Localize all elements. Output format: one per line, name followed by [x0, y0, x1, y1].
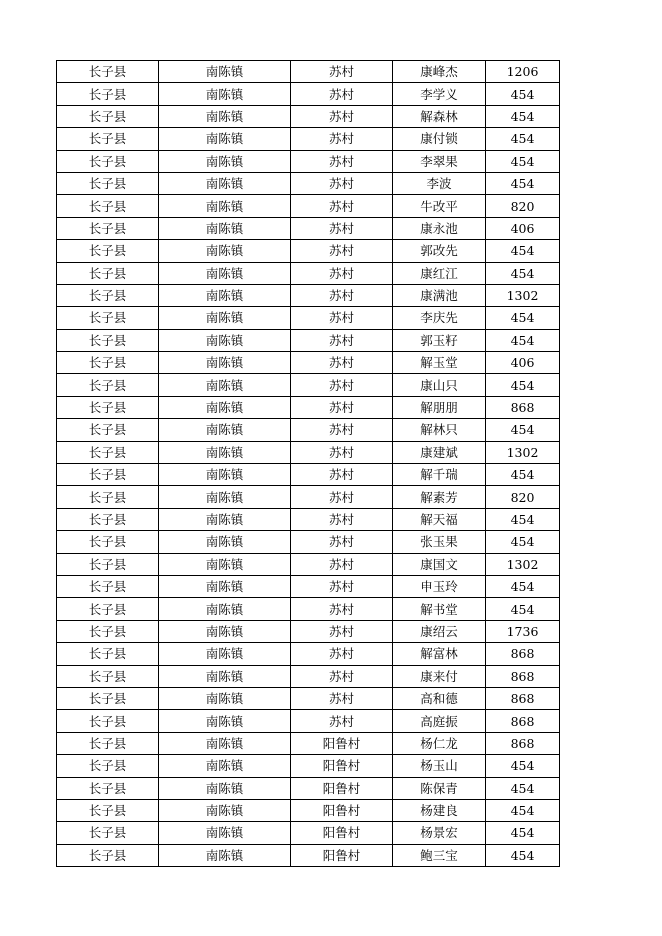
- town-cell: 南陈镇: [159, 732, 291, 754]
- name-cell: 杨建良: [393, 799, 486, 821]
- table-row: [57, 195, 560, 217]
- table-row: [57, 262, 560, 284]
- table-row: [57, 419, 560, 441]
- table-row: [57, 61, 560, 83]
- town-cell: 南陈镇: [159, 374, 291, 396]
- village-cell: 阳鲁村: [291, 732, 393, 754]
- county-cell: 长子县: [57, 643, 159, 665]
- county-cell: 长子县: [57, 419, 159, 441]
- name-cell: 康付锁: [393, 128, 486, 150]
- name-cell: 牛改平: [393, 195, 486, 217]
- county-cell: 长子县: [57, 486, 159, 508]
- town-cell: 南陈镇: [159, 598, 291, 620]
- town-cell: 南陈镇: [159, 643, 291, 665]
- table-row: [57, 822, 560, 844]
- county-cell: 长子县: [57, 352, 159, 374]
- county-cell: 长子县: [57, 441, 159, 463]
- name-cell: 李庆先: [393, 307, 486, 329]
- amount-cell: 406: [486, 217, 560, 239]
- county-cell: 长子县: [57, 799, 159, 821]
- amount-cell: 1206: [486, 61, 560, 83]
- county-cell: 长子县: [57, 83, 159, 105]
- amount-cell: 454: [486, 799, 560, 821]
- amount-cell: 868: [486, 687, 560, 709]
- name-cell: 李翠果: [393, 150, 486, 172]
- amount-cell: 1736: [486, 620, 560, 642]
- amount-cell: 820: [486, 195, 560, 217]
- name-cell: 解玉堂: [393, 352, 486, 374]
- town-cell: 南陈镇: [159, 217, 291, 239]
- town-cell: 南陈镇: [159, 329, 291, 351]
- town-cell: 南陈镇: [159, 105, 291, 127]
- village-cell: 苏村: [291, 329, 393, 351]
- table-row: [57, 598, 560, 620]
- table-row: [57, 352, 560, 374]
- county-cell: 长子县: [57, 150, 159, 172]
- amount-cell: 454: [486, 755, 560, 777]
- town-cell: 南陈镇: [159, 262, 291, 284]
- village-cell: 苏村: [291, 284, 393, 306]
- amount-cell: 454: [486, 128, 560, 150]
- amount-cell: 454: [486, 598, 560, 620]
- name-cell: 杨仁龙: [393, 732, 486, 754]
- town-cell: 南陈镇: [159, 352, 291, 374]
- town-cell: 南陈镇: [159, 396, 291, 418]
- village-cell: 苏村: [291, 575, 393, 597]
- town-cell: 南陈镇: [159, 419, 291, 441]
- amount-cell: 868: [486, 710, 560, 732]
- county-cell: 长子县: [57, 262, 159, 284]
- amount-cell: 454: [486, 822, 560, 844]
- name-cell: 解林只: [393, 419, 486, 441]
- name-cell: 高和德: [393, 687, 486, 709]
- village-cell: 阳鲁村: [291, 844, 393, 866]
- amount-cell: 868: [486, 665, 560, 687]
- table-row: [57, 531, 560, 553]
- name-cell: 解朋朋: [393, 396, 486, 418]
- name-cell: 郭改先: [393, 240, 486, 262]
- village-cell: 苏村: [291, 598, 393, 620]
- table-row: [57, 172, 560, 194]
- town-cell: 南陈镇: [159, 240, 291, 262]
- table-row: [57, 732, 560, 754]
- amount-cell: 454: [486, 575, 560, 597]
- county-cell: 长子县: [57, 598, 159, 620]
- name-cell: 李学义: [393, 83, 486, 105]
- village-cell: 苏村: [291, 105, 393, 127]
- name-cell: 康建斌: [393, 441, 486, 463]
- amount-cell: 868: [486, 396, 560, 418]
- county-cell: 长子县: [57, 844, 159, 866]
- town-cell: 南陈镇: [159, 844, 291, 866]
- table-row: [57, 83, 560, 105]
- village-cell: 苏村: [291, 240, 393, 262]
- name-cell: 郭玉籽: [393, 329, 486, 351]
- amount-cell: 868: [486, 643, 560, 665]
- name-cell: 解书堂: [393, 598, 486, 620]
- county-cell: 长子县: [57, 195, 159, 217]
- amount-cell: 1302: [486, 284, 560, 306]
- county-cell: 长子县: [57, 710, 159, 732]
- table-row: [57, 755, 560, 777]
- table-row: [57, 844, 560, 866]
- town-cell: 南陈镇: [159, 307, 291, 329]
- town-cell: 南陈镇: [159, 128, 291, 150]
- county-cell: 长子县: [57, 575, 159, 597]
- table-row: [57, 620, 560, 642]
- county-cell: 长子县: [57, 464, 159, 486]
- village-cell: 阳鲁村: [291, 822, 393, 844]
- amount-cell: 454: [486, 240, 560, 262]
- amount-cell: 454: [486, 844, 560, 866]
- table-row: [57, 105, 560, 127]
- town-cell: 南陈镇: [159, 464, 291, 486]
- amount-cell: 454: [486, 777, 560, 799]
- name-cell: 康国文: [393, 553, 486, 575]
- table-row: [57, 687, 560, 709]
- town-cell: 南陈镇: [159, 441, 291, 463]
- county-cell: 长子县: [57, 508, 159, 530]
- table-row: [57, 799, 560, 821]
- village-cell: 苏村: [291, 83, 393, 105]
- table-row: [57, 217, 560, 239]
- county-cell: 长子县: [57, 665, 159, 687]
- name-cell: 解富林: [393, 643, 486, 665]
- county-cell: 长子县: [57, 687, 159, 709]
- amount-cell: 454: [486, 150, 560, 172]
- village-cell: 苏村: [291, 665, 393, 687]
- town-cell: 南陈镇: [159, 61, 291, 83]
- county-cell: 长子县: [57, 307, 159, 329]
- data-table: [56, 60, 560, 867]
- town-cell: 南陈镇: [159, 777, 291, 799]
- town-cell: 南陈镇: [159, 150, 291, 172]
- village-cell: 苏村: [291, 195, 393, 217]
- county-cell: 长子县: [57, 128, 159, 150]
- county-cell: 长子县: [57, 755, 159, 777]
- town-cell: 南陈镇: [159, 687, 291, 709]
- county-cell: 长子县: [57, 396, 159, 418]
- town-cell: 南陈镇: [159, 83, 291, 105]
- name-cell: 康绍云: [393, 620, 486, 642]
- county-cell: 长子县: [57, 329, 159, 351]
- town-cell: 南陈镇: [159, 172, 291, 194]
- village-cell: 苏村: [291, 486, 393, 508]
- table-row: [57, 508, 560, 530]
- county-cell: 长子县: [57, 105, 159, 127]
- town-cell: 南陈镇: [159, 665, 291, 687]
- village-cell: 苏村: [291, 419, 393, 441]
- amount-cell: 1302: [486, 441, 560, 463]
- town-cell: 南陈镇: [159, 284, 291, 306]
- village-cell: 苏村: [291, 128, 393, 150]
- county-cell: 长子县: [57, 822, 159, 844]
- amount-cell: 1302: [486, 553, 560, 575]
- table-row: [57, 307, 560, 329]
- county-cell: 长子县: [57, 374, 159, 396]
- name-cell: 康峰杰: [393, 61, 486, 83]
- town-cell: 南陈镇: [159, 799, 291, 821]
- name-cell: 康山只: [393, 374, 486, 396]
- amount-cell: 454: [486, 262, 560, 284]
- name-cell: 高庭振: [393, 710, 486, 732]
- name-cell: 康满池: [393, 284, 486, 306]
- village-cell: 苏村: [291, 217, 393, 239]
- village-cell: 苏村: [291, 441, 393, 463]
- amount-cell: 454: [486, 508, 560, 530]
- amount-cell: 454: [486, 83, 560, 105]
- table-row: [57, 284, 560, 306]
- table-row: [57, 441, 560, 463]
- village-cell: 苏村: [291, 643, 393, 665]
- county-cell: 长子县: [57, 284, 159, 306]
- name-cell: 杨玉山: [393, 755, 486, 777]
- table-row: [57, 710, 560, 732]
- amount-cell: 454: [486, 464, 560, 486]
- town-cell: 南陈镇: [159, 508, 291, 530]
- village-cell: 阳鲁村: [291, 799, 393, 821]
- table-row: [57, 150, 560, 172]
- village-cell: 苏村: [291, 508, 393, 530]
- village-cell: 苏村: [291, 150, 393, 172]
- village-cell: 阳鲁村: [291, 777, 393, 799]
- table-row: [57, 396, 560, 418]
- name-cell: 申玉玲: [393, 575, 486, 597]
- spreadsheet-page: [56, 60, 559, 867]
- county-cell: 长子县: [57, 553, 159, 575]
- village-cell: 苏村: [291, 464, 393, 486]
- village-cell: 苏村: [291, 553, 393, 575]
- table-row: [57, 240, 560, 262]
- amount-cell: 820: [486, 486, 560, 508]
- town-cell: 南陈镇: [159, 531, 291, 553]
- amount-cell: 454: [486, 531, 560, 553]
- amount-cell: 454: [486, 329, 560, 351]
- amount-cell: 454: [486, 307, 560, 329]
- table-row: [57, 329, 560, 351]
- name-cell: 解天福: [393, 508, 486, 530]
- amount-cell: 454: [486, 419, 560, 441]
- table-row: [57, 464, 560, 486]
- town-cell: 南陈镇: [159, 575, 291, 597]
- county-cell: 长子县: [57, 61, 159, 83]
- village-cell: 苏村: [291, 352, 393, 374]
- name-cell: 李波: [393, 172, 486, 194]
- town-cell: 南陈镇: [159, 755, 291, 777]
- county-cell: 长子县: [57, 172, 159, 194]
- name-cell: 杨景宏: [393, 822, 486, 844]
- town-cell: 南陈镇: [159, 195, 291, 217]
- amount-cell: 454: [486, 172, 560, 194]
- name-cell: 康红江: [393, 262, 486, 284]
- name-cell: 陈保青: [393, 777, 486, 799]
- table-row: [57, 374, 560, 396]
- village-cell: 苏村: [291, 262, 393, 284]
- name-cell: 张玉果: [393, 531, 486, 553]
- table-row: [57, 553, 560, 575]
- county-cell: 长子县: [57, 620, 159, 642]
- table-row: [57, 777, 560, 799]
- village-cell: 阳鲁村: [291, 755, 393, 777]
- town-cell: 南陈镇: [159, 486, 291, 508]
- name-cell: 鲍三宝: [393, 844, 486, 866]
- village-cell: 苏村: [291, 307, 393, 329]
- name-cell: 解素芳: [393, 486, 486, 508]
- town-cell: 南陈镇: [159, 553, 291, 575]
- name-cell: 康来付: [393, 665, 486, 687]
- town-cell: 南陈镇: [159, 620, 291, 642]
- village-cell: 苏村: [291, 374, 393, 396]
- village-cell: 苏村: [291, 620, 393, 642]
- county-cell: 长子县: [57, 777, 159, 799]
- name-cell: 康永池: [393, 217, 486, 239]
- amount-cell: 454: [486, 105, 560, 127]
- village-cell: 苏村: [291, 396, 393, 418]
- county-cell: 长子县: [57, 732, 159, 754]
- table-row: [57, 575, 560, 597]
- county-cell: 长子县: [57, 240, 159, 262]
- town-cell: 南陈镇: [159, 710, 291, 732]
- table-row: [57, 486, 560, 508]
- town-cell: 南陈镇: [159, 822, 291, 844]
- village-cell: 苏村: [291, 172, 393, 194]
- amount-cell: 406: [486, 352, 560, 374]
- table-body: [57, 61, 560, 867]
- village-cell: 苏村: [291, 531, 393, 553]
- table-row: [57, 665, 560, 687]
- name-cell: 解千瑞: [393, 464, 486, 486]
- table-row: [57, 128, 560, 150]
- village-cell: 苏村: [291, 710, 393, 732]
- county-cell: 长子县: [57, 217, 159, 239]
- amount-cell: 454: [486, 374, 560, 396]
- village-cell: 苏村: [291, 61, 393, 83]
- county-cell: 长子县: [57, 531, 159, 553]
- village-cell: 苏村: [291, 687, 393, 709]
- table-row: [57, 643, 560, 665]
- name-cell: 解森林: [393, 105, 486, 127]
- amount-cell: 868: [486, 732, 560, 754]
